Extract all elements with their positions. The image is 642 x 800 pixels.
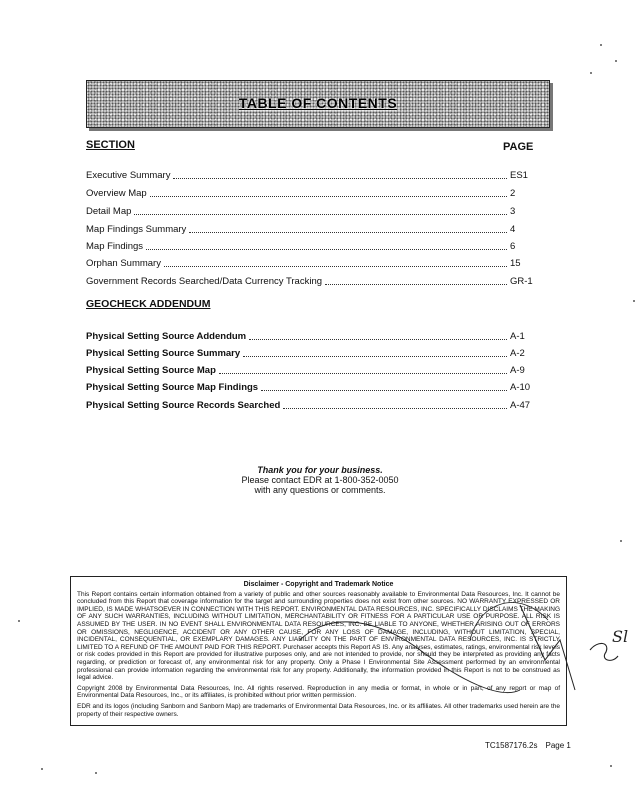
leader-dots <box>283 408 507 409</box>
scan-speck <box>620 540 622 542</box>
toc-entry-label: Government Records Searched/Data Currency Tracking <box>86 276 323 287</box>
leader-dots <box>173 178 507 179</box>
scan-speck <box>41 768 43 770</box>
toc-entry-label: Map Findings Summary <box>86 224 187 235</box>
toc-entry-label: Physical Setting Source Map <box>86 365 216 376</box>
toc-entry-page: ES1 <box>510 170 528 181</box>
toc-entry-label: Physical Setting Source Map Findings <box>86 382 259 393</box>
toc-entry-page: 3 <box>510 206 516 217</box>
leader-dots <box>243 356 507 357</box>
contact-line: Please contact EDR at 1-800-352-0050 <box>241 475 399 485</box>
scan-speck <box>633 300 635 302</box>
toc-entry-pss-map[interactable] <box>86 363 534 376</box>
leader-dots <box>219 373 507 374</box>
scan-speck <box>610 765 612 767</box>
report-code: TC1587176.2s <box>485 741 538 750</box>
toc-entry-page: 6 <box>510 241 516 252</box>
toc-entry-government-records[interactable] <box>86 274 534 287</box>
leader-dots <box>261 390 507 391</box>
toc-entry-page: A-10 <box>510 382 531 393</box>
trademark-notice: EDR and its logos (including Sanborn and Sanborn Map) are trademarks of Environmental Data Resources, Inc. or its affiliates. All other trademarks used herein are the property of their respective owners. <box>77 702 560 718</box>
toc-entry-page: GR-1 <box>510 276 533 287</box>
toc-entry-pss-map-findings[interactable] <box>86 380 534 393</box>
toc-entry-label: Overview Map <box>86 188 147 199</box>
toc-entry-pss-addendum[interactable] <box>86 329 534 342</box>
toc-entry-label: Map Findings <box>86 241 144 252</box>
toc-entry-page: A-1 <box>510 331 525 342</box>
scan-speck <box>95 772 97 774</box>
leader-dots <box>189 232 507 233</box>
toc-entry-label: Executive Summary <box>86 170 171 181</box>
toc-entry-page: 2 <box>510 188 516 199</box>
thank-you-note <box>180 465 460 495</box>
scan-speck <box>18 620 20 622</box>
toc-entry-detail-map[interactable] <box>86 204 534 217</box>
toc-entry-page: 15 <box>510 258 521 269</box>
questions-line: with any questions or comments. <box>254 485 386 495</box>
toc-entry-label: Orphan Summary <box>86 258 161 269</box>
disclaimer-title: Disclaimer - Copyright and Trademark Notice <box>243 581 394 588</box>
toc-entry-overview-map[interactable] <box>86 186 534 199</box>
toc-entry-label: Physical Setting Source Summary <box>86 348 241 359</box>
copyright-notice: Copyright 2008 by Environmental Data Resources, Inc. All rights reserved. Reproduction in any media or format, in whole or in part, of any report or map of Environmental Data Resources, Inc., or its affiliates, is prohibited without prior written permission. <box>77 684 560 700</box>
geocheck-heading: GEOCHECK ADDENDUM <box>86 298 211 310</box>
toc-entry-page: A-47 <box>510 400 531 411</box>
page-title: TABLE OF CONTENTS <box>238 95 398 111</box>
leader-dots <box>134 214 507 215</box>
toc-entry-executive-summary[interactable] <box>86 168 534 181</box>
leader-dots <box>146 249 507 250</box>
toc-entry-orphan-summary[interactable] <box>86 256 534 269</box>
page-footer <box>485 741 579 750</box>
leader-dots <box>150 196 507 197</box>
scan-speck <box>590 72 592 74</box>
toc-entry-page: A-9 <box>510 365 525 376</box>
toc-header-box <box>86 80 550 128</box>
toc-entry-map-findings[interactable] <box>86 239 534 252</box>
disclaimer-body: This Report contains certain information obtained from a variety of public and other sources reasonably available to Environmental Data Resources, Inc. It cannot be concluded from this Report that coverage information for the target and surrounding properties does not exist from other sources. NO WARRANTY EXPRESSED OR IMPLIED, IS MADE WHATSOEVER IN CONNECTION WITH THIS REPORT. ENVIRONMENTAL DATA RESOURCES, INC. SPECIFICALLY DISCLAIMS THE MAKING OF ANY SUCH WARRANTIES, INCLUDING WITHOUT LIMITATION, MERCHANTABILITY OR FITNESS FOR A PARTICULAR USE OR PURPOSE. ALL RISK IS ASSUMED BY THE USER. IN NO EVENT SHALL ENVIRONMENTAL DATA RESOURCES, INC. BE LIABLE TO ANYONE, WHETHER ARISING OUT OF ERRORS OR OMISSIONS, NEGLIGENCE, ACCIDENT OR ANY OTHER CAUSE, FOR ANY LOSS OF DAMAGE, INCLUDING, WITHOUT LIMITATION, SPECIAL, INCIDENTAL, CONSEQUENTIAL, OR EXEMPLARY DAMAGES. ANY LIABILITY ON THE PART OF ENVIRONMENTAL DATA RESOURCES, INC. IS STRICTLY LIMITED TO A REFUND OF THE AMOUNT PAID FOR THIS REPORT. Purchaser accepts this Report AS IS. Any analyses, estimates, ratings, environmental risk levels or risk codes provided in this Report are provided for illustrative purposes only, and are not intended to provide, nor should they be interpreted as providing any facts regarding, or prediction or forecast of, any environmental risk for any property. Only a Phase I Environmental Site Assessment performed by an environmental professional can provide information regarding the environmental risk for any property. Additionally, the information provided in this Report is not to be construed as legal advice. <box>77 590 560 682</box>
toc-entry-label: Detail Map <box>86 206 132 217</box>
disclaimer-box <box>70 576 567 726</box>
toc-entry-label: Physical Setting Source Addendum <box>86 331 247 342</box>
leader-dots <box>325 284 507 285</box>
leader-dots <box>164 266 507 267</box>
toc-entry-label: Physical Setting Source Records Searched <box>86 400 281 411</box>
page-number: Page 1 <box>545 741 571 750</box>
page-column-header: PAGE <box>503 141 534 153</box>
section-column-header: SECTION <box>86 139 135 151</box>
toc-entry-pss-summary[interactable] <box>86 346 534 359</box>
thank-you-line: Thank you for your business. <box>257 465 383 475</box>
toc-entry-page: A-2 <box>510 348 525 359</box>
scan-speck <box>600 44 602 46</box>
scan-speck <box>615 60 617 62</box>
toc-entry-pss-records-searched[interactable] <box>86 398 534 411</box>
toc-entry-map-findings-summary[interactable] <box>86 222 534 235</box>
signature-initials: Sl <box>612 627 629 646</box>
toc-entry-page: 4 <box>510 224 516 235</box>
leader-dots <box>249 339 507 340</box>
